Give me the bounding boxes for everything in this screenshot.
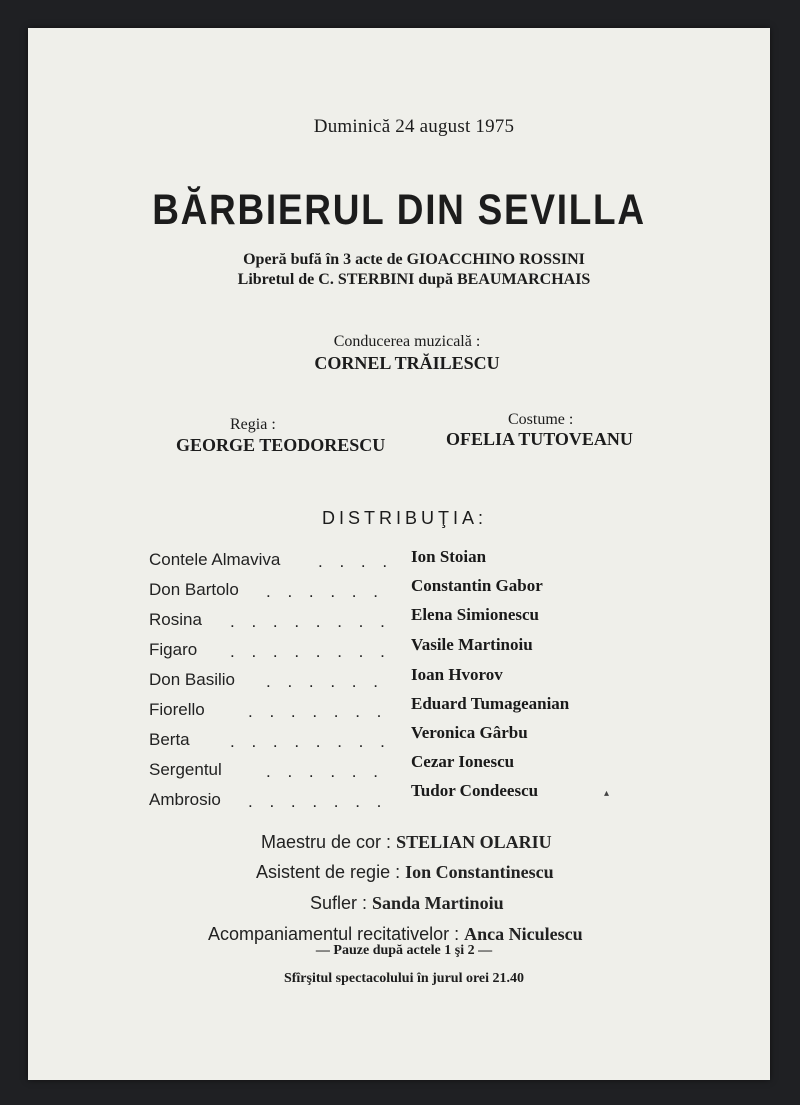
- credit-label: Acompaniamentul recitativelor :: [208, 924, 460, 944]
- cast-leader-dots: . . . . . .: [266, 762, 384, 781]
- cast-role: Figaro: [149, 640, 198, 659]
- credit-label: Asistent de regie :: [256, 862, 401, 882]
- credit-name: STELIAN OLARIU: [396, 832, 552, 852]
- libretto-credit: Libretul de C. STERBINI după BEAUMARCHAIS: [237, 271, 591, 288]
- cast-actor: Ioan Hvorov: [411, 665, 503, 684]
- cast-leader-dots: . . . . . . .: [248, 792, 388, 811]
- costumes-label: Costume :: [508, 411, 574, 428]
- cast-role: Don Basilio: [149, 670, 235, 689]
- cast-actor: Elena Simionescu: [411, 605, 539, 624]
- direction-label: Regia :: [230, 416, 276, 433]
- intermission-note: — Pauze după actele 1 şi 2 —: [315, 943, 493, 958]
- credit-label: Sufler :: [310, 893, 368, 913]
- cast-actor: Eduard Tumageanian: [411, 694, 570, 713]
- director-name: GEORGE TEODORESCU: [176, 435, 386, 455]
- cast-actor: Ion Stoian: [411, 547, 487, 566]
- cast-leader-dots: . . . . . . . .: [230, 642, 391, 661]
- end-time-note: Sfîrşitul spectacolului în jurul orei 21.40: [283, 971, 525, 986]
- cast-leader-dots: . . . .: [318, 552, 394, 571]
- cast-role: Ambrosio: [149, 790, 221, 809]
- performance-date: Duminică 24 august 1975: [313, 116, 515, 137]
- cast-role: Berta: [149, 730, 190, 749]
- chorus-master-credit: [261, 832, 552, 853]
- cast-leader-dots: . . . . . . . .: [230, 732, 391, 751]
- ink-mark: ▴: [604, 788, 610, 799]
- costume-designer-name: OFELIA TUTOVEANU: [446, 429, 633, 449]
- cast-leader-dots: . . . . . .: [266, 582, 384, 601]
- cast-role: Don Bartolo: [149, 580, 239, 599]
- assistant-director-credit: [256, 862, 554, 883]
- credit-name: Anca Niculescu: [464, 924, 583, 944]
- opera-title: BĂRBIERUL DIN SEVILLA: [152, 186, 646, 234]
- cast-leader-dots: . . . . . .: [266, 672, 384, 691]
- cast-role: Sergentul: [149, 760, 222, 779]
- recitative-accompaniment-credit: [208, 924, 583, 945]
- cast-actor: Constantin Gabor: [411, 576, 543, 595]
- cast-heading: DISTRIBUŢIA:: [322, 508, 488, 528]
- cast-leader-dots: . . . . . . .: [248, 702, 388, 721]
- program-sheet: [28, 28, 770, 1080]
- cast-actor: Veronica Gârbu: [411, 723, 528, 742]
- cast-role: Rosina: [149, 610, 202, 629]
- conducting-label: Conducerea muzicală :: [333, 333, 481, 350]
- cast-actor: Tudor Condeescu: [411, 781, 539, 800]
- prompter-credit: [310, 893, 504, 914]
- credit-label: Maestru de cor :: [261, 832, 392, 852]
- credit-name: Ion Constantinescu: [405, 862, 554, 882]
- cast-actor: Cezar Ionescu: [411, 752, 515, 771]
- credit-name: Sanda Martinoiu: [372, 893, 504, 913]
- conductor-name: CORNEL TRĂILESCU: [314, 353, 500, 373]
- cast-actor: Vasile Martinoiu: [411, 635, 533, 654]
- cast-leader-dots: . . . . . . . .: [230, 612, 391, 631]
- cast-list: [28, 28, 770, 828]
- cast-role: Fiorello: [149, 700, 205, 719]
- cast-role: Contele Almaviva: [149, 550, 281, 569]
- opera-subtitle: Operă bufă în 3 acte de GIOACCHINO ROSSINI: [243, 251, 585, 268]
